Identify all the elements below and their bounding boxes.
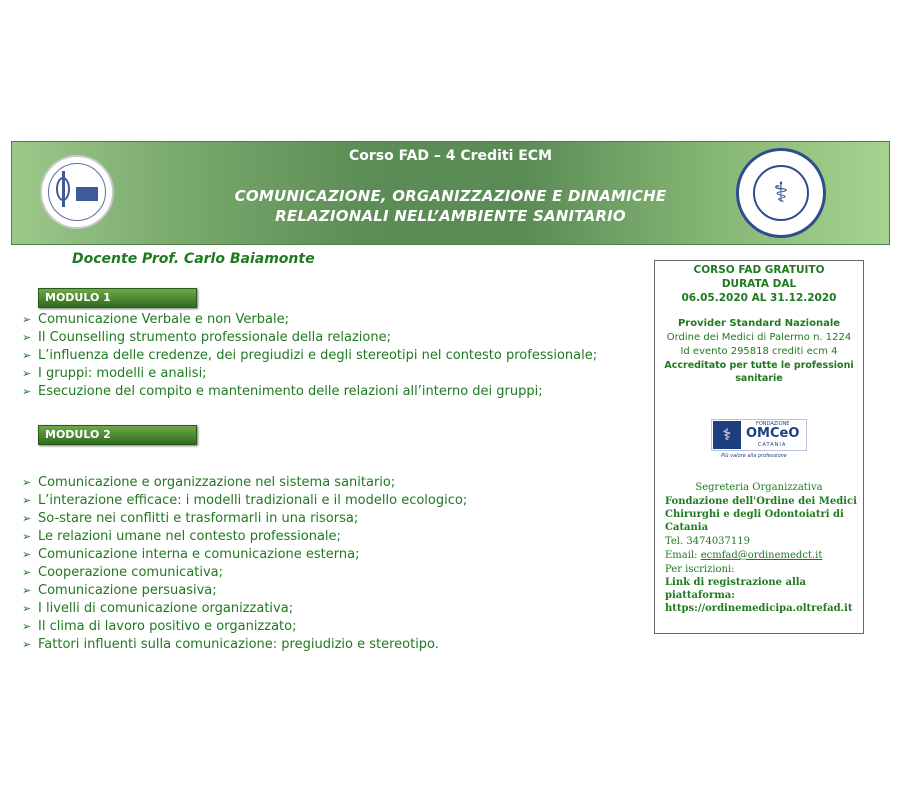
omceo-name: OMCeO <box>746 426 800 441</box>
iscrizioni-label: Per iscrizioni: <box>665 564 735 575</box>
registration-link[interactable]: https://ordinemedicipa.oltrefad.it <box>665 603 853 614</box>
accreditato-text: Accreditato per tutte le professioni <box>664 360 854 371</box>
email-row <box>665 550 822 561</box>
arrow-bullet-icon: ➢ <box>22 475 32 489</box>
segreteria-label: Segreteria Organizzativa <box>695 482 823 493</box>
list-item: ➢ Comunicazione Verbale e non Verbale; <box>22 311 289 327</box>
list-item: ➢ Fattori influenti sulla comunicazione: pregiudizio e stereotipo. <box>22 636 439 652</box>
caduceus-icon: ⚕ <box>773 176 789 209</box>
building-icon <box>76 187 98 201</box>
list-item: ➢ Il clima di lavoro positivo e organizzato; <box>22 618 297 634</box>
arrow-bullet-icon: ➢ <box>22 547 32 561</box>
arrow-bullet-icon: ➢ <box>22 637 32 651</box>
modulo-2-list <box>22 473 467 653</box>
course-subtitle-line1: COMUNICAZIONE, ORGANIZZAZIONE E DINAMICHE <box>234 187 667 205</box>
arrow-bullet-icon: ➢ <box>22 384 32 398</box>
ordine-palermo-logo <box>40 155 114 229</box>
arrow-bullet-icon: ➢ <box>22 565 32 579</box>
omceo-tagline: Più valore alla professione <box>721 453 787 459</box>
duration-heading: DURATA DAL <box>721 278 797 290</box>
modulo-1-label: MODULO 1 <box>38 288 197 308</box>
modulo-1-list <box>22 310 597 400</box>
arrow-bullet-icon: ➢ <box>22 312 32 326</box>
arrow-bullet-icon: ➢ <box>22 619 32 633</box>
omceo-catania-logo <box>711 419 807 451</box>
course-info-box <box>654 260 864 634</box>
telephone-text: Tel. 3474037119 <box>665 536 750 547</box>
email-link[interactable]: ecmfad@ordinemedct.it <box>700 550 823 561</box>
accreditato-text-2: sanitarie <box>735 373 783 384</box>
fondazione-line3: Catania <box>665 522 709 533</box>
ordine-catania-logo <box>736 148 826 238</box>
arrow-bullet-icon: ➢ <box>22 366 32 380</box>
course-title: Corso FAD – 4 Crediti ECM <box>348 148 553 164</box>
arrow-bullet-icon: ➢ <box>22 493 32 507</box>
list-item: ➢ Il Counselling strumento professionale della relazione; <box>22 329 391 345</box>
arrow-bullet-icon: ➢ <box>22 330 32 344</box>
course-subtitle-line2: RELAZIONALI NELL’AMBIENTE SANITARIO <box>275 207 626 225</box>
list-item: ➢ I livelli di comunicazione organizzativa; <box>22 600 294 616</box>
evento-text: Id evento 295818 crediti ecm 4 <box>680 346 838 357</box>
registration-line2: piattaforma: <box>665 590 735 601</box>
email-label: Email: <box>665 550 701 561</box>
list-item: ➢ I gruppi: modelli e analisi; <box>22 365 207 381</box>
list-item: ➢ Comunicazione interna e comunicazione esterna; <box>22 546 360 562</box>
omceo-fondazione-text: FONDAZIONE <box>756 421 790 427</box>
list-item: ➢ Le relazioni umane nel contesto professionale; <box>22 528 341 544</box>
arrow-bullet-icon: ➢ <box>22 511 32 525</box>
omceo-city: CATANIA <box>758 442 787 448</box>
fondazione-line2: Chirurghi e degli Odontoiatri di <box>665 509 844 520</box>
ordine-palermo-text: Ordine dei Medici di Palermo n. 1224 <box>666 332 852 343</box>
arrow-bullet-icon: ➢ <box>22 601 32 615</box>
docente-label: Docente Prof. Carlo Baiamonte <box>72 251 315 267</box>
list-item: ➢ Comunicazione persuasiva; <box>22 582 217 598</box>
arrow-bullet-icon: ➢ <box>22 348 32 362</box>
list-item: ➢ So-stare nei conflitti e trasformarli in una risorsa; <box>22 510 359 526</box>
list-item: ➢ L’interazione efficace: i modelli tradizionali e il modello ecologico; <box>22 492 468 508</box>
staff-icon <box>62 171 65 207</box>
list-item: ➢ Esecuzione del compito e mantenimento delle relazioni all’interno dei gruppi; <box>22 383 543 399</box>
provider-label: Provider Standard Nazionale <box>677 318 841 329</box>
registration-line1: Link di registrazione alla <box>665 577 807 588</box>
list-item: ➢ Comunicazione e organizzazione nel sistema sanitario; <box>22 474 396 490</box>
arrow-bullet-icon: ➢ <box>22 529 32 543</box>
free-course-heading: CORSO FAD GRATUITO <box>693 264 825 276</box>
fondazione-line1: Fondazione dell'Ordine dei Medici <box>665 496 857 507</box>
list-item: ➢ Cooperazione comunicativa; <box>22 564 224 580</box>
caduceus-icon: ⚕ <box>713 421 741 449</box>
list-item: ➢ L’influenza delle credenze, dei pregiudizi e degli stereotipi nel contesto professionale; <box>22 347 598 363</box>
modulo-2-label: MODULO 2 <box>38 425 197 445</box>
duration-dates: 06.05.2020 AL 31.12.2020 <box>681 292 837 304</box>
arrow-bullet-icon: ➢ <box>22 583 32 597</box>
